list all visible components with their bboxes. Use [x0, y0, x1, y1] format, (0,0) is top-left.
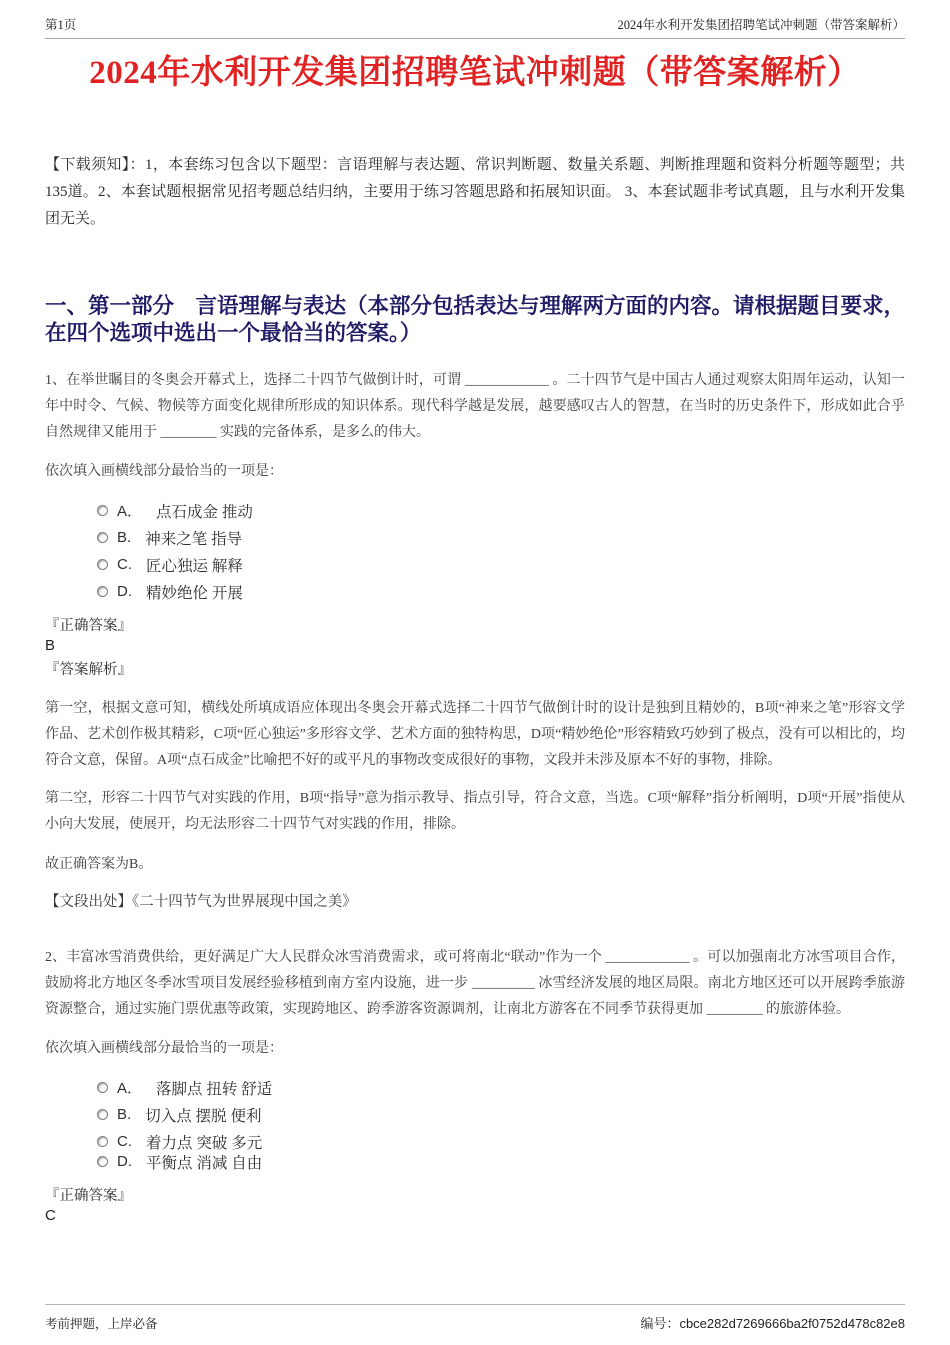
question-2-options: [45, 1074, 905, 1175]
option-text: 着力点 突破 多元: [146, 1134, 263, 1152]
radio-icon[interactable]: [97, 559, 108, 570]
option-row-d[interactable]: [97, 1148, 905, 1175]
option-letter: B.: [117, 1106, 132, 1124]
option-letter: A．: [117, 503, 143, 521]
option-letter: D.: [117, 1153, 132, 1171]
option-letter: A．: [117, 1080, 143, 1098]
analysis-label: 『答案解析』: [45, 662, 132, 679]
correct-answer-value: C: [45, 1207, 56, 1225]
correct-answer-value: B: [45, 637, 56, 655]
option-row-b[interactable]: [97, 524, 905, 551]
footer-slogan: 考前押题，上岸必备: [45, 1316, 158, 1331]
option-letter: C.: [117, 556, 132, 574]
option-row-a[interactable]: [97, 1074, 905, 1101]
option-text: 平衡点 消减 自由: [146, 1154, 263, 1172]
section-heading-part1: 一、第一部分 言语理解与表达（本部分包括表达与理解两方面的内容。请根据题目要求，在四个选项中选出一个最恰当的答案。）: [45, 294, 906, 346]
analysis-paragraph-2: 第二空，形容二十四节气对实践的作用，B项“指导”意为指示教导、指点引导，符合文意，当选。C项“解释”指分析阐明，D项“开展”指使从小向大发展，使展开，均无法形容二十四节气对实践的作用，排除。: [45, 791, 905, 833]
option-letter: C.: [117, 1133, 132, 1151]
radio-icon[interactable]: [97, 1156, 108, 1167]
radio-icon[interactable]: [97, 1082, 108, 1093]
option-text: 精妙绝伦 开展: [146, 584, 243, 602]
question-2-prompt: 依次填入画横线部分最恰当的一项是：: [45, 1041, 283, 1057]
radio-icon[interactable]: [97, 1109, 108, 1120]
option-row-c[interactable]: [97, 551, 905, 578]
radio-icon[interactable]: [97, 586, 108, 597]
option-row-d[interactable]: [97, 578, 905, 605]
radio-icon[interactable]: [97, 505, 108, 516]
page-header: [45, 0, 905, 39]
analysis-paragraph-1: 第一空，根据文意可知，横线处所填成语应体现出冬奥会开幕式选择二十四节气做倒计时的设计是独到且精妙的，B项“神来之笔”形容文学作品、艺术创作极其精彩，C项“匠心独运”多形容文学、艺术方面的独特构思，D项“精妙绝伦”形容精致巧妙到了极点，没有可以相比的，均符合文意，保留。A项“点石成金”比喻把不好的或平凡的事物改变成很好的事物，文段并未涉及原本不好的事物，排除。: [45, 701, 905, 769]
option-text: 点石成金 推动: [156, 503, 253, 521]
option-text: 落脚点 扭转 舒适: [156, 1080, 273, 1098]
option-letter: D.: [117, 583, 132, 601]
download-notice: 【下载须知】：1，本套练习包含以下题型：言语理解与表达题、常识判断题、数量关系题、判断推理题和资料分析题等题型；共135道。2、本套试题根据常见招考题总结归纳，主要用于练习答题思路和拓展知识面。 3、本套试题非考试真题，且与水利开发集团无关。: [45, 157, 905, 228]
analysis-conclusion: 故正确答案为B。: [45, 857, 153, 873]
correct-answer-label: 『正确答案』: [45, 1188, 132, 1205]
option-row-a[interactable]: [97, 497, 905, 524]
question-1-stem: 1、在举世瞩目的冬奥会开幕式上，选择二十四节气做倒计时，可谓 ____________ 。二十四节气是中国古人通过观察太阳周年运动，认知一年中时令、气候、物候等方面变化规律所形成的知识体系。现代科学越是发展，越要感叹古人的智慧，在当时的历史条件下，形成如此合乎自然规律又能用于 ________ 实践的完备体系，是多么的伟大。: [45, 373, 905, 441]
question-2-stem: 2、丰富冰雪消费供给，更好满足广大人民群众冰雪消费需求，或可将南北“联动”作为一个 ____________ 。可以加强南北方冰雪项目合作，鼓励将北方地区冬季冰雪项目发展经验移植到南方室内设施，进一步 _________ 冰雪经济发展的地区局限。南北方地区还可以开展跨季旅游资源整合，通过实施门票优惠等政策，实现跨地区、跨季游客资源调剂，让南北方游客在不同季节获得更加 ________ 的旅游体验。: [45, 950, 905, 1018]
question-1-options: [45, 497, 905, 605]
page-footer: [45, 1304, 905, 1345]
header-page-number: 第1页: [45, 18, 77, 32]
correct-answer-label: 『正确答案』: [45, 618, 132, 635]
option-text: 匠心独运 解释: [146, 557, 243, 575]
option-letter: B.: [117, 529, 132, 547]
header-doc-title: 2024年水利开发集团招聘笔试冲刺题（带答案解析）: [617, 18, 905, 32]
radio-icon[interactable]: [97, 532, 108, 543]
option-row-b[interactable]: [97, 1101, 905, 1128]
page-title: 2024年水利开发集团招聘笔试冲刺题（带答案解析）: [89, 55, 861, 91]
option-text: 神来之笔 指导: [145, 530, 243, 548]
radio-icon[interactable]: [97, 1136, 108, 1147]
passage-source: 【文段出处】《二十四节气为世界展现中国之美》: [45, 894, 357, 911]
question-1-prompt: 依次填入画横线部分最恰当的一项是：: [45, 464, 283, 480]
option-text: 切入点 摆脱 便利: [145, 1107, 262, 1125]
footer-serial-number: 编号：cbce282d7269666ba2f0752d478c82e8: [640, 1316, 905, 1331]
